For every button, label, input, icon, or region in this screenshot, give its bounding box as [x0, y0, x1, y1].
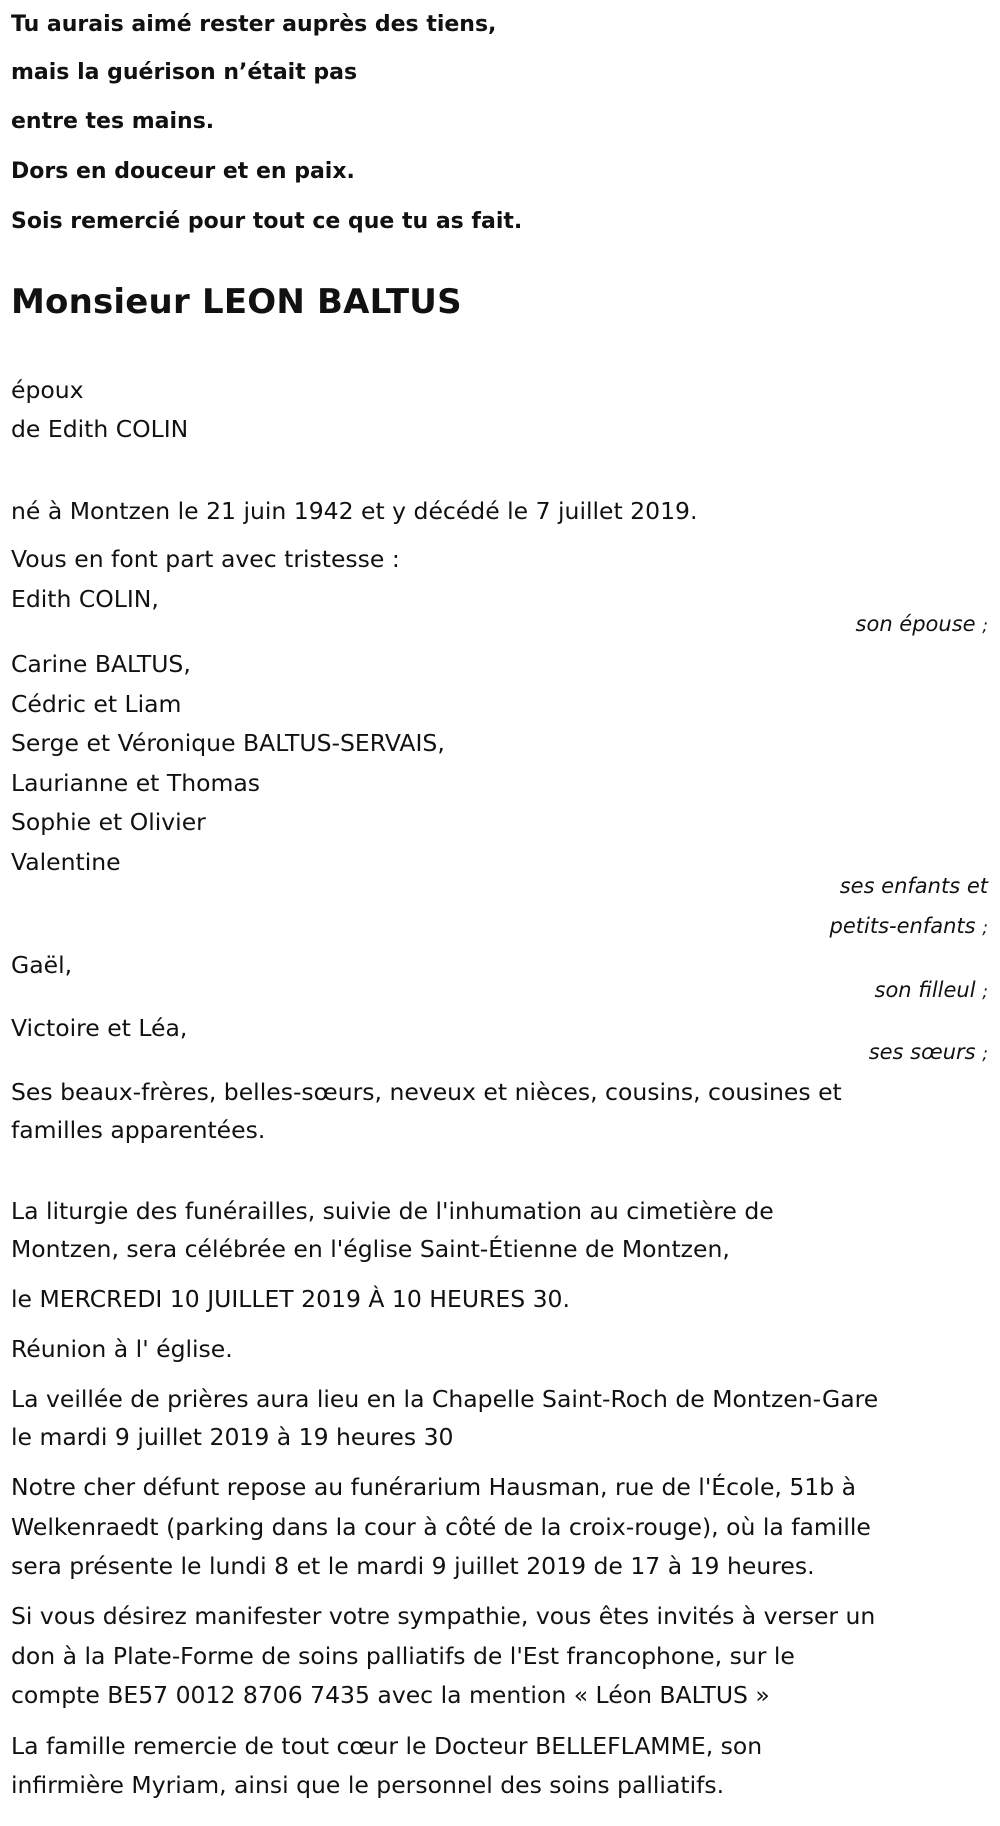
vigil-text: La veillée de prières aura lieu en la Chapelle Saint-Roch de Montzen-Gare [11, 1385, 879, 1413]
verse-line: entre tes mains. [11, 109, 215, 134]
verse-line: Dors en douceur et en paix. [11, 159, 355, 184]
vigil-text: le mardi 9 juillet 2019 à 19 heures 30 [11, 1423, 454, 1451]
spouse-name: de Edith COLIN [11, 415, 189, 443]
role-semicolon: ; [982, 616, 988, 636]
family-name-wife: Edith COLIN, [11, 585, 159, 613]
role-semicolon: ; [982, 982, 988, 1002]
donation-text: compte BE57 0012 8706 7435 avec la mention « Léon BALTUS » [11, 1681, 770, 1709]
role-grandchildren [830, 916, 988, 937]
thanks-text: La famille remercie de tout cœur le Docteur BELLEFLAMME, son [11, 1732, 763, 1760]
family-name-sisters: Victoire et Léa, [11, 1014, 188, 1042]
extended-family-text: Ses beaux-frères, belles-sœurs, neveux et nièces, cousins, cousines et [11, 1078, 842, 1106]
donation-text: don à la Plate-Forme de soins palliatifs de l'Est francophone, sur le [11, 1642, 795, 1670]
thanks-text: infirmière Myriam, ainsi que le personnel des soins palliatifs. [11, 1771, 725, 1799]
role-label: petits-enfants [829, 914, 976, 938]
family-name-child: Serge et Véronique BALTUS-SERVAIS, [11, 729, 445, 757]
viewing-text: Notre cher défunt repose au funérarium Hausman, rue de l'École, 51b à [11, 1473, 857, 1501]
family-name-child: Carine BALTUS, [11, 650, 191, 678]
family-name-child: Valentine [11, 848, 121, 876]
role-wife [856, 614, 988, 635]
family-name-godson: Gaël, [11, 951, 73, 979]
donation-text: Si vous désirez manifester votre sympathie, vous êtes invités à verser un [11, 1602, 876, 1630]
role-label: son filleul [874, 978, 976, 1002]
role-children: ses enfants et [839, 874, 988, 898]
role-semicolon: ; [982, 1044, 988, 1064]
funeral-datetime: le MERCREDI 10 JUILLET 2019 À 10 HEURES 30. [11, 1285, 570, 1313]
role-label: ses sœurs [868, 1040, 976, 1064]
family-name-child: Sophie et Olivier [11, 808, 206, 836]
extended-family-text: familles apparentées. [11, 1116, 266, 1144]
birth-death-text: né à Montzen le 21 juin 1942 et y décédé le 7 juillet 2019. [11, 497, 698, 525]
deceased-name-title: Monsieur LEON BALTUS [11, 282, 462, 322]
verse-line: Sois remercié pour tout ce que tu as fait. [11, 209, 523, 234]
viewing-text: Welkenraedt (parking dans la cour à côté de la croix-rouge), où la famille [11, 1513, 871, 1541]
verse-line: Tu aurais aimé rester auprès des tiens, [11, 12, 497, 37]
liturgy-text: La liturgie des funérailles, suivie de l'inhumation au cimetière de [11, 1197, 774, 1225]
role-godson [875, 980, 989, 1001]
role-semicolon: ; [982, 918, 988, 938]
role-sisters [869, 1042, 988, 1063]
family-name-child: Laurianne et Thomas [11, 769, 260, 797]
family-name-child: Cédric et Liam [11, 690, 182, 718]
meeting-place: Réunion à l' église. [11, 1335, 233, 1363]
spouse-label: époux [11, 376, 84, 404]
viewing-text: sera présente le lundi 8 et le mardi 9 juillet 2019 de 17 à 19 heures. [11, 1552, 815, 1580]
verse-line: mais la guérison n’était pas [11, 60, 358, 85]
liturgy-text: Montzen, sera célébrée en l'église Saint-Étienne de Montzen, [11, 1235, 730, 1263]
announcement-intro: Vous en font part avec tristesse : [11, 545, 400, 573]
role-label: son épouse [855, 612, 976, 636]
